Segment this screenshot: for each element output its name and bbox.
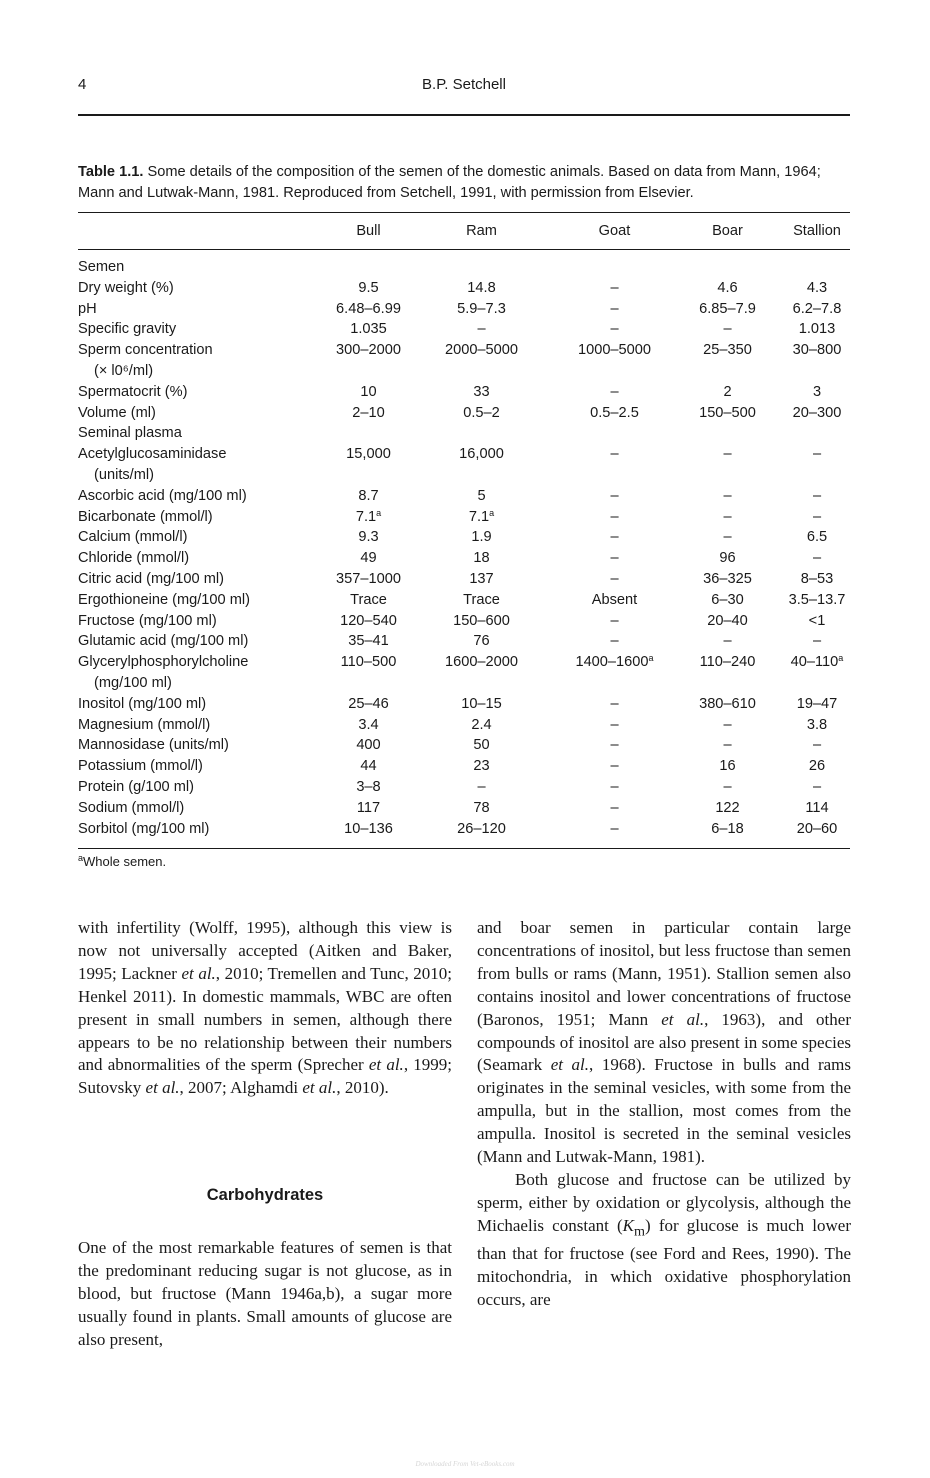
table-cell: 7.1$^a$: [468, 507, 495, 525]
table-row: [78, 278, 850, 299]
table-cell: 150–500: [699, 404, 756, 421]
table-row: [78, 548, 850, 569]
table-cell: 6.85–7.9: [699, 300, 756, 317]
column-header-boar: Boar: [671, 213, 784, 250]
row-label: Glycerylphosphorylcholine (mg/100 ml): [78, 654, 249, 691]
paragraph-right-2: Both glucose and fructose can be utilized by sperm, either by oxidation or glycolysis, although the Michaelis constant $(K_m)$ for glucose is much lower than that for fructose (see Ford and Rees, 1990). The mitochondria, in which oxidative phosphorylation occurs, are: [477, 1169, 851, 1309]
footnote-mark: a: [78, 853, 84, 863]
table-cell: –: [610, 321, 619, 338]
table-row: [78, 735, 850, 756]
row-label: Dry weight (%): [78, 279, 174, 296]
table-cell: <1: [808, 612, 826, 629]
table-cell: 1000–5000: [577, 342, 652, 359]
table-cell: –: [723, 529, 732, 546]
table-cell: –: [610, 737, 619, 754]
footnote-ref: a: [648, 653, 654, 664]
table-cell: 114: [805, 799, 829, 816]
row-label: Sodium (mmol/l): [78, 799, 185, 816]
row-label: Glutamic acid (mg/100 ml): [78, 633, 249, 650]
table-cell: –: [610, 300, 619, 317]
table-cell: 6.48–6.99: [336, 300, 401, 317]
table-cell: 25–46: [348, 695, 389, 712]
table-cell: 300–2000: [336, 342, 401, 359]
table-cell: 1.013: [798, 321, 836, 338]
table-cell: 150–600: [453, 612, 510, 629]
row-label: Sorbitol (mg/100 ml): [78, 819, 332, 849]
row-label: Protein (g/100 ml): [78, 778, 194, 795]
column-header-stallion: Stallion: [784, 213, 850, 250]
table-row: [78, 569, 850, 590]
table-cell: –: [610, 446, 619, 463]
table-cell: 10–15: [461, 695, 502, 712]
table-cell: 6–18: [671, 819, 784, 849]
table-cell: 110–500: [340, 654, 397, 671]
table-cell: –: [723, 633, 732, 650]
table-cell: 16,000: [459, 446, 504, 463]
table-cell: 16: [719, 758, 736, 775]
table-cell: 10: [360, 383, 377, 400]
row-label: Spermatocrit (%): [78, 383, 188, 400]
page-number: 4: [78, 76, 87, 93]
table-cell: 1400–1600$^a$: [575, 653, 654, 671]
table-cell: 6.5: [806, 529, 828, 546]
table-cell: –: [610, 508, 619, 525]
table-cell: 19–47: [796, 695, 838, 712]
table-row: [78, 715, 850, 736]
table-cell: 3.4: [358, 716, 379, 733]
row-label: Ergothioneine (mg/100 ml): [78, 591, 250, 608]
row-label: Bicarbonate (mmol/l): [78, 508, 213, 525]
table-cell: 76: [473, 633, 490, 650]
table-caption: [78, 162, 858, 204]
table-cell: 1.9: [471, 529, 492, 546]
table-row: [78, 694, 850, 715]
row-label: Calcium (mmol/l): [78, 529, 188, 546]
table-row: [78, 819, 850, 849]
table-row: [78, 403, 850, 424]
table-cell: 2.4: [471, 716, 492, 733]
table-cell: –: [812, 487, 822, 504]
paragraph-right-1: and boar semen in particular contain large concentrations of inositol, but less fructose than semen from bulls or rams (Mann, 1951). Stallion semen also contains inositol and lower concentrations of fructose (Baronos, 1951; Mann et al., 1963), and other compounds of inositol are also present in some species (Seamark et al., 1968). Fructose in bulls and rams originates in the seminal vesicles, with some from the ampulla, but in the stallion, most comes from the ampulla. Inositol is secreted in the seminal vesicles (Mann and Lutwak-Mann, 1981).: [477, 918, 851, 1167]
table-cell: 33: [473, 383, 490, 400]
table-cell: 10–136: [332, 819, 405, 849]
table-cell: 20–300: [792, 404, 842, 421]
table-row: [78, 444, 850, 486]
table-cell: –: [610, 570, 619, 587]
table-cell: 357–1000: [336, 570, 401, 587]
table-row: [78, 652, 850, 694]
table-cell: –: [610, 799, 619, 816]
row-label: Ascorbic acid (mg/100 ml): [78, 487, 247, 504]
composition-table: [78, 212, 850, 849]
table-cell: 30–800: [792, 342, 842, 359]
table-cell: –: [812, 737, 822, 754]
table-cell: –: [477, 778, 486, 795]
row-label: Chloride (mmol/l): [78, 550, 190, 567]
running-head: B.P. Setchell: [422, 76, 506, 93]
row-label: Volume (ml): [78, 404, 156, 421]
table-row: [78, 319, 850, 340]
table-row: [78, 527, 850, 548]
row-label: Magnesium (mmol/l): [78, 716, 211, 733]
table-cell: –: [812, 633, 822, 650]
section-title: Semen: [78, 259, 125, 275]
watermark: Downloaded From Vet-eBooks.com: [415, 1460, 515, 1468]
table-cell: 5: [477, 487, 486, 504]
table-cell: –: [610, 778, 619, 795]
table-cell: 36–325: [703, 570, 752, 587]
table-body: [78, 250, 850, 849]
table-cell: –: [610, 529, 619, 546]
table-row: [78, 486, 850, 507]
section-title: Seminal plasma: [78, 425, 182, 442]
table-caption-text: Some details of the composition of the semen of the domestic animals. Based on data from Mann, 1964; Mann and Lutwak-Mann, 1981. Reproduced from Setchell, 1991, with permission from Elsevier.: [78, 164, 821, 201]
row-label: Fructose (mg/100 ml): [78, 612, 217, 629]
table-cell: 3.8: [806, 716, 828, 733]
table-row: [78, 382, 850, 403]
table-cell: 18: [473, 550, 490, 567]
table-cell: –: [610, 383, 619, 400]
row-label: Citric acid (mg/100 ml): [78, 570, 224, 587]
column-header-bull: Bull: [332, 213, 405, 250]
table-cell: –: [610, 487, 619, 504]
table-cell: –: [723, 778, 732, 795]
table-row: [78, 611, 850, 632]
table-row: [78, 299, 850, 320]
table-cell: 14.8: [467, 279, 496, 296]
table-cell: –: [610, 695, 619, 712]
table-cell: –: [558, 819, 671, 849]
table-cell: 7.1$^a$: [355, 507, 382, 525]
table-cell: –: [723, 446, 732, 463]
table-cell: –: [723, 737, 732, 754]
footnote-ref: a: [489, 507, 495, 518]
table-cell: 96: [719, 550, 736, 567]
table-cell: 120–540: [340, 612, 397, 629]
table-cell: 400: [356, 737, 381, 754]
table-cell: 78: [473, 799, 490, 816]
paragraph-left-top: with infertility (Wolff, 1995), although this view is now not universally accepted (Aitken and Baker, 1995; Lackner et al., 2010; Tremellen and Tunc, 2010; Henkel 2011). In domestic mammals, WBC are often present in small numbers in semen, although there appears to be no relationship between their numbers and abnormalities of the sperm (Sprecher et al., 1999; Sutovsky et al., 2007; Alghamdi et al., 2010).: [78, 918, 452, 1098]
table-cell: Trace: [463, 591, 500, 608]
table-cell: 4.6: [717, 279, 738, 296]
table-cell: 3.5–13.7: [788, 591, 846, 608]
table-cell: 0.5–2: [463, 404, 500, 421]
row-label: Mannosidase (units/ml): [78, 737, 229, 754]
table-cell: –: [723, 716, 732, 733]
table-row: [78, 798, 850, 819]
row-label: Potassium (mmol/l): [78, 758, 203, 775]
table-cell: –: [723, 508, 732, 525]
table-cell: –: [477, 321, 486, 338]
section-row: [78, 250, 850, 278]
paragraph-left-bottom: One of the most remarkable features of semen is that the predominant reducing sugar is not glucose, as in blood, but fructose (Mann 1946a,b), a sugar more usually found in plants. Small amounts of glucose are also present,: [78, 1238, 452, 1349]
table-cell: 2: [723, 383, 732, 400]
row-label: pH: [78, 300, 97, 317]
left-column-bottom: [78, 1237, 452, 1352]
section-heading: Carbohydrates: [206, 1186, 324, 1204]
table-row: [78, 631, 850, 652]
table-cell: 110–240: [699, 654, 756, 671]
table-cell: 1600–2000: [444, 654, 519, 671]
table-caption-label: Table 1.1.: [78, 164, 144, 180]
row-label: Sperm concentration (× l0⁶/ml): [78, 342, 213, 379]
table-cell: 15,000: [346, 446, 391, 463]
footnote-ref: a: [838, 653, 844, 664]
footnote-ref: a: [376, 507, 382, 518]
table-cell: 23: [473, 758, 490, 775]
table-cell: 49: [360, 550, 377, 567]
row-label: Acetylglucosaminidase (units/ml): [78, 446, 227, 483]
table-row: [78, 590, 850, 611]
table-cell: 40–110$^a$: [790, 653, 844, 671]
column-header-label: [78, 213, 332, 250]
right-column: [477, 917, 851, 1312]
table-row: [78, 777, 850, 798]
table-cell: 9.3: [358, 529, 379, 546]
row-label: Inositol (mg/100 ml): [78, 695, 207, 712]
table-cell: 35–41: [348, 633, 389, 650]
table-cell: –: [812, 446, 822, 463]
table-cell: 2000–5000: [444, 342, 519, 359]
table-cell: 9.5: [358, 279, 379, 296]
table-header-row: [78, 213, 850, 250]
table-cell: Absent: [591, 591, 638, 608]
table-cell: 25–350: [703, 342, 752, 359]
section-row: [78, 423, 850, 444]
table-cell: –: [610, 279, 619, 296]
table-cell: 26–120: [405, 819, 558, 849]
table-cell: 1.035: [350, 321, 387, 338]
table-cell: –: [723, 321, 732, 338]
table-row: [78, 756, 850, 777]
table-cell: 122: [715, 799, 740, 816]
table-cell: 2–10: [352, 404, 385, 421]
table-row: [78, 507, 850, 528]
table-cell: –: [812, 508, 822, 525]
table-cell: 4.3: [806, 279, 828, 296]
table-cell: –: [610, 612, 619, 629]
page-header: [78, 76, 850, 96]
column-header-goat: Goat: [558, 213, 671, 250]
table-cell: 8–53: [800, 570, 834, 587]
table-cell: 6–30: [711, 591, 744, 608]
table-cell: 20–40: [707, 612, 748, 629]
table-cell: 5.9–7.3: [457, 300, 506, 317]
table-cell: –: [812, 778, 822, 795]
table-cell: –: [610, 550, 619, 567]
table-cell: Trace: [350, 591, 387, 608]
table-cell: 6.2–7.8: [792, 300, 842, 317]
table-cell: 20–60: [784, 819, 850, 849]
table-cell: 50: [473, 737, 490, 754]
table-cell: 380–610: [699, 695, 756, 712]
header-rule: [78, 114, 850, 116]
table-cell: 137: [469, 570, 494, 587]
table-cell: 0.5–2.5: [590, 404, 639, 421]
table-cell: –: [610, 758, 619, 775]
table-cell: 44: [360, 758, 377, 775]
table-cell: 3: [812, 383, 822, 400]
table-cell: 3–8: [356, 778, 381, 795]
table-cell: –: [610, 633, 619, 650]
table-cell: 8.7: [358, 487, 379, 504]
table-footnote: [78, 854, 166, 869]
table-row: [78, 340, 850, 382]
left-column-top: [78, 917, 452, 1100]
column-header-ram: Ram: [405, 213, 558, 250]
table-cell: 117: [356, 799, 381, 816]
table-cell: –: [610, 716, 619, 733]
table-cell: –: [723, 487, 732, 504]
table-cell: 26: [808, 758, 826, 775]
footnote-text: Whole semen.: [83, 854, 167, 869]
row-label: Specific gravity: [78, 321, 177, 338]
table-cell: –: [812, 550, 822, 567]
